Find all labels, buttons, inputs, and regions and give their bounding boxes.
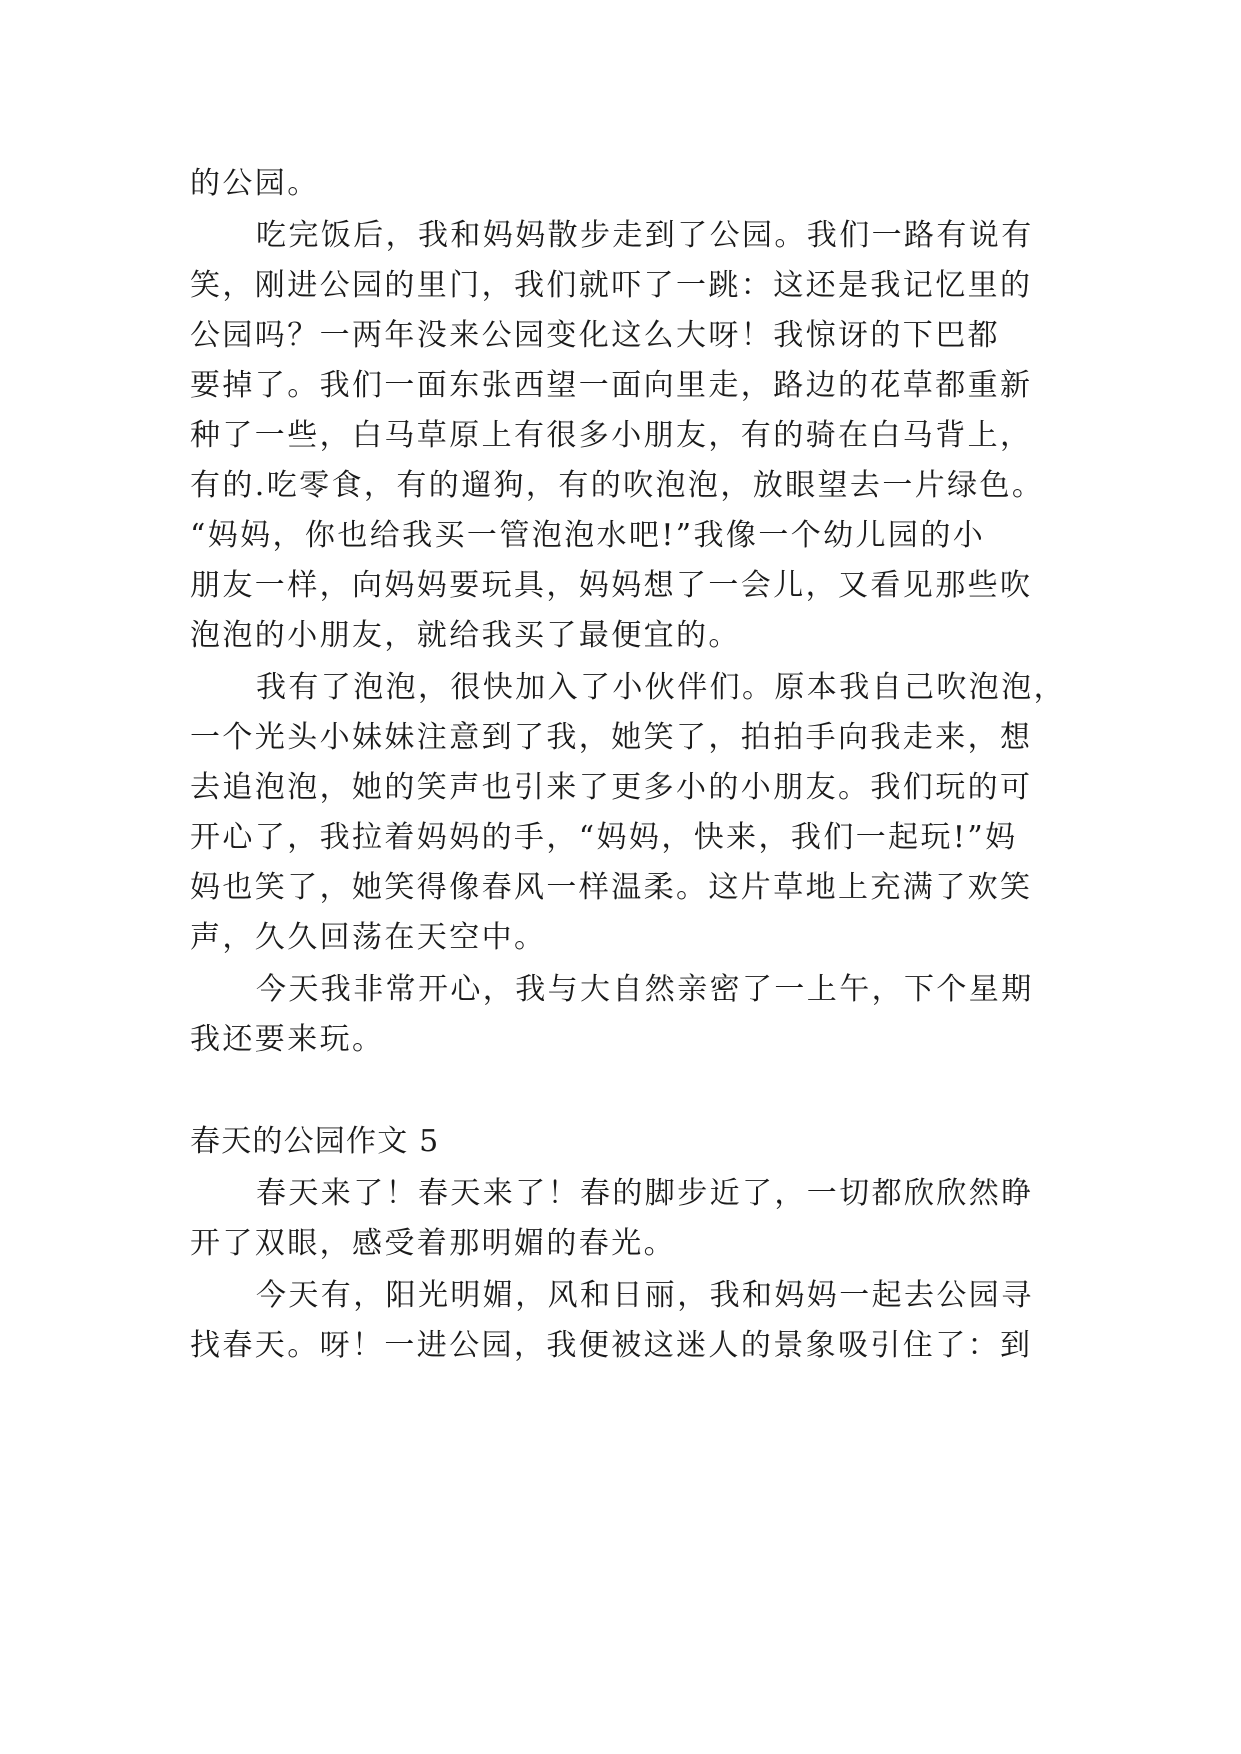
text-line: 开了双眼，感受着那明媚的春光。 <box>190 1226 676 1261</box>
paragraph-start-line: 春天来了！春天来了！春的脚步近了，一切都欣欣然睁 <box>256 1176 1034 1211</box>
text-line: 泡泡的小朋友，就给我买了最便宜的。 <box>190 618 741 653</box>
text-line: 要掉了。我们一面东张西望一面向里走，路边的花草都重新 <box>190 368 1033 403</box>
text-line: 种了一些，白马草原上有很多小朋友，有的骑在白马背上， <box>190 418 1033 453</box>
text-line: 公园吗？一两年没来公园变化这么大呀！我惊讶的下巴都 <box>190 318 1000 353</box>
text-line: “妈妈，你也给我买一管泡泡水吧!”我像一个幼儿园的小 <box>190 518 986 553</box>
text-line: 一个光头小妹妹注意到了我，她笑了，拍拍手向我走来，想 <box>190 720 1033 755</box>
text-line: 我还要来玩。 <box>190 1022 385 1057</box>
text-line: 去追泡泡，她的笑声也引来了更多小的小朋友。我们玩的可 <box>190 770 1033 805</box>
text-line: 找春天。呀！一进公园，我便被这迷人的景象吸引住了：到 <box>190 1328 1033 1363</box>
text-line: 妈也笑了，她笑得像春风一样温柔。这片草地上充满了欢笑 <box>190 870 1033 905</box>
paragraph-start-line: 吃完饭后，我和妈妈散步走到了公园。我们一路有说有 <box>256 218 1034 253</box>
text-line: 有的.吃零食，有的遛狗，有的吹泡泡，放眼望去一片绿色。 <box>190 468 1045 503</box>
section-title: 春天的公园作文 5 <box>190 1124 440 1159</box>
text-line: 笑，刚进公园的里门，我们就吓了一跳：这还是我记忆里的 <box>190 268 1033 303</box>
paragraph-start-line: 今天我非常开心，我与大自然亲密了一上午，下个星期 <box>256 972 1034 1007</box>
text-line: 朋友一样，向妈妈要玩具，妈妈想了一会儿，又看见那些吹 <box>190 568 1033 603</box>
text-line: 开心了，我拉着妈妈的手，“妈妈，快来，我们一起玩!”妈 <box>190 820 1018 855</box>
paragraph-start-line: 我有了泡泡，很快加入了小伙伴们。原本我自己吹泡泡， <box>256 670 1066 705</box>
text-line: 的公园。 <box>190 166 320 201</box>
paragraph-start-line: 今天有，阳光明媚，风和日丽，我和妈妈一起去公园寻 <box>256 1278 1034 1313</box>
text-line: 声，久久回荡在天空中。 <box>190 920 547 955</box>
